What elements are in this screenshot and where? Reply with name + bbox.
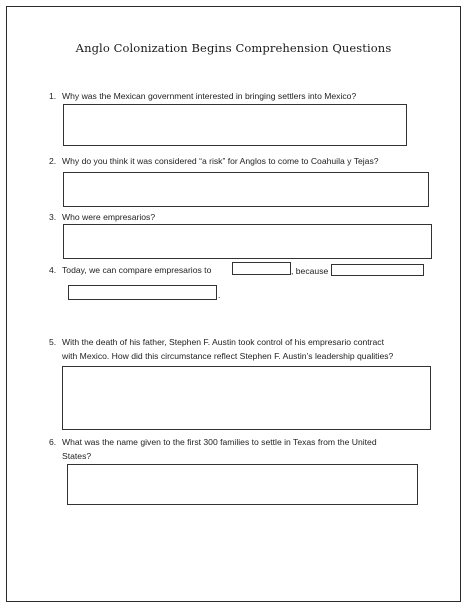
question-1 (49, 90, 429, 104)
question-2-number: 2. (49, 156, 57, 166)
question-6-text-line-1: What was the name given to the first 300 families to settle in Texas from the United (62, 437, 377, 447)
continuation-blank-field[interactable] (68, 285, 217, 300)
question-2-text: Why do you think it was considered “a risk” for Anglos to come to Coahuila y Tejas? (62, 156, 379, 166)
answer-box-2[interactable] (63, 172, 429, 207)
question-4-text-start: Today, we can compare empresarios to (62, 265, 212, 275)
question-3 (49, 211, 249, 225)
answer-box-3[interactable] (63, 224, 432, 259)
question-6-number: 6. (49, 437, 57, 447)
question-4-because: , because (291, 266, 329, 276)
answer-box-1[interactable] (63, 104, 407, 146)
question-5-text-line-2: with Mexico. How did this circumstance reflect Stephen F. Austin’s leadership qualities? (62, 350, 394, 361)
answer-box-5[interactable] (62, 366, 431, 430)
question-1-number: 1. (49, 91, 57, 101)
question-1-text: Why was the Mexican government interested in bringing settlers into Mexico? (62, 91, 357, 101)
question-5-number: 5. (49, 337, 57, 347)
question-3-number: 3. (49, 212, 57, 222)
question-5 (49, 336, 444, 364)
question-4-number: 4. (49, 265, 57, 275)
answer-box-6[interactable] (67, 464, 418, 505)
question-6 (49, 436, 444, 464)
question-4-period: . (218, 290, 221, 300)
question-4 (49, 264, 249, 278)
question-5-text-line-1: With the death of his father, Stephen F. Austin took control of his empresario contract (62, 337, 384, 347)
question-2 (49, 155, 444, 169)
worksheet-title: Anglo Colonization Begins Comprehension Questions (75, 41, 392, 55)
question-6-text-line-2: States? (62, 450, 92, 461)
compare-blank-field[interactable] (232, 262, 291, 275)
because-blank-field[interactable] (331, 264, 424, 276)
question-3-text: Who were empresarios? (62, 212, 156, 222)
